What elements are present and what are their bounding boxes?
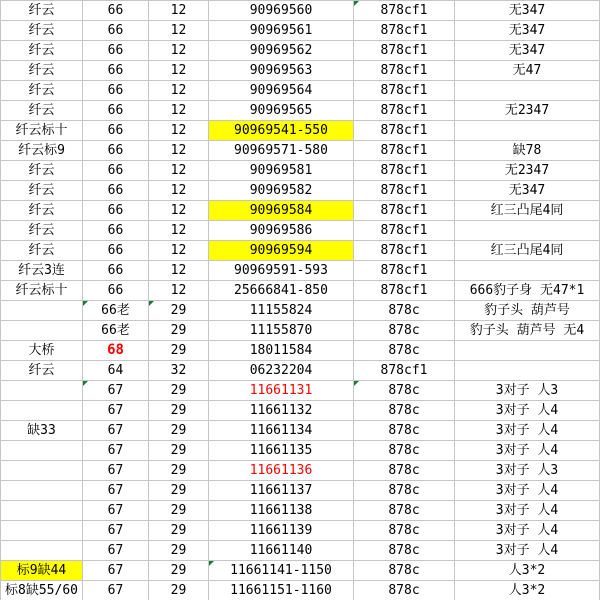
- price-cell[interactable]: 66: [83, 281, 149, 301]
- note-cell[interactable]: 无2347: [455, 161, 600, 181]
- price-cell[interactable]: 66: [83, 221, 149, 241]
- table-body: [1, 1, 600, 600]
- table-row: [1, 541, 600, 561]
- serial-number-cell[interactable]: 11661151-1160: [209, 581, 354, 600]
- table-row: [1, 461, 600, 481]
- note-cell[interactable]: 红三凸尾4同: [455, 241, 600, 261]
- code-cell[interactable]: 878cf1: [354, 281, 455, 301]
- label-cell[interactable]: 纤云: [1, 161, 83, 181]
- label-cell[interactable]: [1, 501, 83, 521]
- label-cell[interactable]: [1, 301, 83, 321]
- count-cell[interactable]: 29: [149, 541, 209, 561]
- serial-number-cell[interactable]: 90969563: [209, 61, 354, 81]
- price-cell[interactable]: 68: [83, 341, 149, 361]
- price-cell[interactable]: 66: [83, 241, 149, 261]
- count-cell[interactable]: 29: [149, 441, 209, 461]
- count-cell[interactable]: 29: [149, 501, 209, 521]
- price-cell[interactable]: 66: [83, 81, 149, 101]
- serial-number-cell[interactable]: 11661138: [209, 501, 354, 521]
- code-cell[interactable]: 878cf1: [354, 1, 455, 21]
- price-cell[interactable]: 67: [83, 541, 149, 561]
- serial-number-cell[interactable]: 90969564: [209, 81, 354, 101]
- code-cell[interactable]: 878c: [354, 441, 455, 461]
- table-row: [1, 41, 600, 61]
- label-cell[interactable]: [1, 541, 83, 561]
- note-cell[interactable]: 3对子 人4: [455, 481, 600, 501]
- price-cell[interactable]: 67: [83, 441, 149, 461]
- price-cell[interactable]: 67: [83, 421, 149, 441]
- table-row: [1, 381, 600, 401]
- code-cell[interactable]: 878c: [354, 481, 455, 501]
- note-cell[interactable]: 3对子 人4: [455, 501, 600, 521]
- table-row: [1, 141, 600, 161]
- serial-number-cell[interactable]: 90969586: [209, 221, 354, 241]
- count-cell[interactable]: 29: [149, 381, 209, 401]
- count-cell[interactable]: 29: [149, 521, 209, 541]
- price-cell[interactable]: 67: [83, 401, 149, 421]
- serial-number-cell[interactable]: 18011584: [209, 341, 354, 361]
- count-cell[interactable]: 29: [149, 481, 209, 501]
- price-cell[interactable]: 67: [83, 381, 149, 401]
- serial-number-cell[interactable]: 11661132: [209, 401, 354, 421]
- label-cell[interactable]: 纤云: [1, 21, 83, 41]
- count-cell[interactable]: 12: [149, 201, 209, 221]
- label-cell[interactable]: 标8缺55/60: [1, 581, 83, 600]
- table-row: [1, 21, 600, 41]
- label-cell[interactable]: [1, 481, 83, 501]
- label-cell[interactable]: [1, 381, 83, 401]
- price-cell[interactable]: 66: [83, 201, 149, 221]
- code-cell[interactable]: 878c: [354, 521, 455, 541]
- price-cell[interactable]: 67: [83, 481, 149, 501]
- code-cell[interactable]: 878cf1: [354, 261, 455, 281]
- count-cell[interactable]: 29: [149, 341, 209, 361]
- count-cell[interactable]: 12: [149, 141, 209, 161]
- count-cell[interactable]: 12: [149, 101, 209, 121]
- table-row: [1, 201, 600, 221]
- label-cell[interactable]: 纤云: [1, 201, 83, 221]
- note-cell[interactable]: 666豹子身 无47*1: [455, 281, 600, 301]
- price-cell[interactable]: 66: [83, 41, 149, 61]
- label-cell[interactable]: 纤云标十: [1, 121, 83, 141]
- note-cell[interactable]: 无347: [455, 181, 600, 201]
- count-cell[interactable]: 12: [149, 121, 209, 141]
- count-cell[interactable]: 12: [149, 221, 209, 241]
- label-cell[interactable]: 缺33: [1, 421, 83, 441]
- code-cell[interactable]: 878cf1: [354, 121, 455, 141]
- code-cell[interactable]: 878c: [354, 541, 455, 561]
- label-cell[interactable]: 纤云: [1, 61, 83, 81]
- serial-number-cell[interactable]: 11661137: [209, 481, 354, 501]
- code-cell[interactable]: 878c: [354, 301, 455, 321]
- price-cell[interactable]: 66: [83, 261, 149, 281]
- price-cell[interactable]: 66: [83, 61, 149, 81]
- serial-number-cell[interactable]: 11661134: [209, 421, 354, 441]
- table-row: [1, 101, 600, 121]
- label-cell[interactable]: 纤云标9: [1, 141, 83, 161]
- table-row: [1, 321, 600, 341]
- code-cell[interactable]: 878cf1: [354, 81, 455, 101]
- price-cell[interactable]: 66: [83, 181, 149, 201]
- code-cell[interactable]: 878c: [354, 421, 455, 441]
- count-cell[interactable]: 12: [149, 281, 209, 301]
- note-cell[interactable]: 无47: [455, 61, 600, 81]
- table-row: [1, 421, 600, 441]
- note-cell[interactable]: [455, 341, 600, 361]
- table-row: [1, 341, 600, 361]
- note-cell[interactable]: [455, 81, 600, 101]
- note-cell[interactable]: 3对子 人3: [455, 381, 600, 401]
- note-cell[interactable]: 无347: [455, 21, 600, 41]
- code-cell[interactable]: 878c: [354, 461, 455, 481]
- price-cell[interactable]: 66: [83, 101, 149, 121]
- count-cell[interactable]: 32: [149, 361, 209, 381]
- count-cell[interactable]: 12: [149, 41, 209, 61]
- count-cell[interactable]: 12: [149, 161, 209, 181]
- note-cell[interactable]: [455, 121, 600, 141]
- code-cell[interactable]: 878cf1: [354, 101, 455, 121]
- table-row: [1, 581, 600, 600]
- price-cell[interactable]: 66: [83, 1, 149, 21]
- label-cell[interactable]: 大桥: [1, 341, 83, 361]
- label-cell[interactable]: 纤云3连: [1, 261, 83, 281]
- price-cell[interactable]: 66老: [83, 301, 149, 321]
- table-row: [1, 401, 600, 421]
- count-cell[interactable]: 12: [149, 81, 209, 101]
- table-row: [1, 181, 600, 201]
- label-cell[interactable]: 纤云: [1, 41, 83, 61]
- table-row: [1, 161, 600, 181]
- serial-number-cell[interactable]: 90969560: [209, 1, 354, 21]
- code-cell[interactable]: 878cf1: [354, 141, 455, 161]
- note-cell[interactable]: 3对子 人3: [455, 461, 600, 481]
- note-cell[interactable]: [455, 221, 600, 241]
- serial-number-cell[interactable]: 11661141-1150: [209, 561, 354, 581]
- note-cell[interactable]: 3对子 人4: [455, 521, 600, 541]
- price-cell[interactable]: 66: [83, 141, 149, 161]
- note-cell[interactable]: [455, 361, 600, 381]
- table-row: [1, 481, 600, 501]
- table-row: [1, 81, 600, 101]
- count-cell[interactable]: 29: [149, 581, 209, 600]
- serial-number-cell[interactable]: 06232204: [209, 361, 354, 381]
- count-cell[interactable]: 12: [149, 261, 209, 281]
- code-cell[interactable]: 878cf1: [354, 361, 455, 381]
- serial-number-cell[interactable]: 90969584: [209, 201, 354, 221]
- note-cell[interactable]: 人3*2: [455, 561, 600, 581]
- price-cell[interactable]: 66: [83, 21, 149, 41]
- count-cell[interactable]: 29: [149, 401, 209, 421]
- code-cell[interactable]: 878cf1: [354, 41, 455, 61]
- serial-number-cell[interactable]: 11155824: [209, 301, 354, 321]
- note-cell[interactable]: [455, 261, 600, 281]
- serial-number-cell[interactable]: 25666841-850: [209, 281, 354, 301]
- serial-number-cell[interactable]: 90969565: [209, 101, 354, 121]
- count-cell[interactable]: 12: [149, 61, 209, 81]
- price-cell[interactable]: 64: [83, 361, 149, 381]
- note-cell[interactable]: 豹子头 葫芦号: [455, 301, 600, 321]
- note-cell[interactable]: 红三凸尾4同: [455, 201, 600, 221]
- code-cell[interactable]: 878c: [354, 581, 455, 600]
- label-cell[interactable]: [1, 401, 83, 421]
- serial-number-cell[interactable]: 11155870: [209, 321, 354, 341]
- serial-number-cell[interactable]: 90969594: [209, 241, 354, 261]
- table-row: [1, 441, 600, 461]
- code-cell[interactable]: 878cf1: [354, 181, 455, 201]
- serial-number-cell[interactable]: 90969561: [209, 21, 354, 41]
- label-cell[interactable]: 纤云: [1, 241, 83, 261]
- serial-number-cell[interactable]: 11661140: [209, 541, 354, 561]
- price-cell[interactable]: 67: [83, 521, 149, 541]
- count-cell[interactable]: 29: [149, 301, 209, 321]
- note-cell[interactable]: 无2347: [455, 101, 600, 121]
- label-cell[interactable]: 标9缺44: [1, 561, 83, 581]
- note-cell[interactable]: 豹子头 葫芦号 无4: [455, 321, 600, 341]
- code-cell[interactable]: 878c: [354, 401, 455, 421]
- code-cell[interactable]: 878c: [354, 561, 455, 581]
- table-row: [1, 561, 600, 581]
- serial-number-cell[interactable]: 90969581: [209, 161, 354, 181]
- serial-number-cell[interactable]: 90969541-550: [209, 121, 354, 141]
- note-cell[interactable]: 缺78: [455, 141, 600, 161]
- table-row: [1, 301, 600, 321]
- label-cell[interactable]: [1, 521, 83, 541]
- count-cell[interactable]: 12: [149, 181, 209, 201]
- price-cell[interactable]: 66: [83, 161, 149, 181]
- note-cell[interactable]: 3对子 人4: [455, 401, 600, 421]
- label-cell[interactable]: 纤云: [1, 1, 83, 21]
- note-cell[interactable]: 人3*2: [455, 581, 600, 600]
- count-cell[interactable]: 12: [149, 1, 209, 21]
- table-row: [1, 61, 600, 81]
- table-row: [1, 501, 600, 521]
- count-cell[interactable]: 29: [149, 321, 209, 341]
- code-cell[interactable]: 878c: [354, 321, 455, 341]
- code-cell[interactable]: 878cf1: [354, 201, 455, 221]
- price-cell[interactable]: 67: [83, 461, 149, 481]
- price-cell[interactable]: 67: [83, 501, 149, 521]
- serial-number-cell[interactable]: 90969582: [209, 181, 354, 201]
- code-cell[interactable]: 878c: [354, 501, 455, 521]
- code-cell[interactable]: 878cf1: [354, 221, 455, 241]
- price-cell[interactable]: 67: [83, 561, 149, 581]
- note-cell[interactable]: 3对子 人4: [455, 541, 600, 561]
- code-cell[interactable]: 878cf1: [354, 161, 455, 181]
- serial-number-cell[interactable]: 90969562: [209, 41, 354, 61]
- table-row: [1, 1, 600, 21]
- serial-number-cell[interactable]: 11661139: [209, 521, 354, 541]
- code-cell[interactable]: 878c: [354, 341, 455, 361]
- label-cell[interactable]: [1, 321, 83, 341]
- code-cell[interactable]: 878cf1: [354, 61, 455, 81]
- note-cell[interactable]: 无347: [455, 1, 600, 21]
- code-cell[interactable]: 878cf1: [354, 241, 455, 261]
- table-row: [1, 361, 600, 381]
- serial-number-cell[interactable]: 11661131: [209, 381, 354, 401]
- note-cell[interactable]: 3对子 人4: [455, 441, 600, 461]
- table-row: [1, 261, 600, 281]
- table-row: [1, 121, 600, 141]
- label-cell[interactable]: [1, 461, 83, 481]
- serial-number-cell[interactable]: 11661136: [209, 461, 354, 481]
- serial-number-cell[interactable]: 90969591-593: [209, 261, 354, 281]
- code-cell[interactable]: 878cf1: [354, 21, 455, 41]
- price-cell[interactable]: 66老: [83, 321, 149, 341]
- count-cell[interactable]: 12: [149, 241, 209, 261]
- count-cell[interactable]: 29: [149, 461, 209, 481]
- label-cell[interactable]: 纤云: [1, 361, 83, 381]
- table-row: [1, 241, 600, 261]
- price-cell[interactable]: 66: [83, 121, 149, 141]
- note-cell[interactable]: 无347: [455, 41, 600, 61]
- serial-number-cell[interactable]: 11661135: [209, 441, 354, 461]
- count-cell[interactable]: 29: [149, 421, 209, 441]
- count-cell[interactable]: 29: [149, 561, 209, 581]
- price-cell[interactable]: 67: [83, 581, 149, 600]
- serial-number-cell[interactable]: 90969571-580: [209, 141, 354, 161]
- table-row: [1, 281, 600, 301]
- table-row: [1, 521, 600, 541]
- note-cell[interactable]: 3对子 人4: [455, 421, 600, 441]
- label-cell[interactable]: 纤云: [1, 221, 83, 241]
- table-row: [1, 221, 600, 241]
- label-cell[interactable]: [1, 441, 83, 461]
- count-cell[interactable]: 12: [149, 21, 209, 41]
- code-cell[interactable]: 878c: [354, 381, 455, 401]
- label-cell[interactable]: 纤云: [1, 181, 83, 201]
- label-cell[interactable]: 纤云标十: [1, 281, 83, 301]
- label-cell[interactable]: 纤云: [1, 81, 83, 101]
- label-cell[interactable]: 纤云: [1, 101, 83, 121]
